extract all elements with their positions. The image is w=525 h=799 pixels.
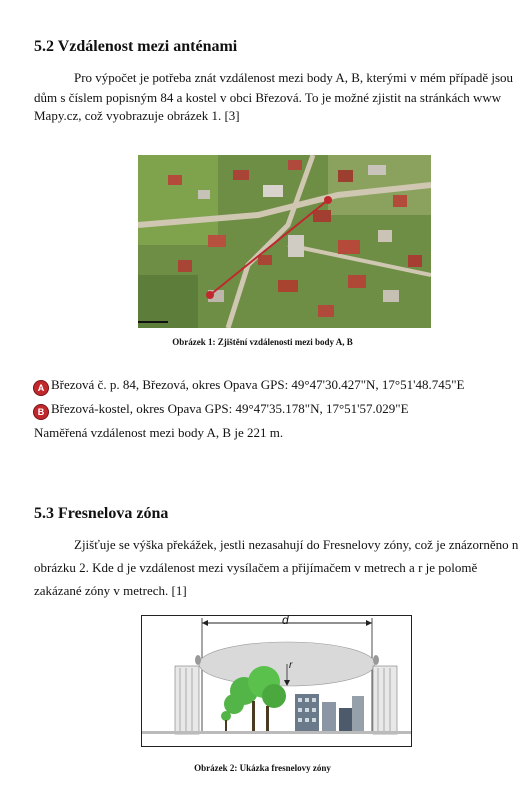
radius-label: r — [289, 660, 293, 671]
marker-a-text: Březová č. p. 84, Březová, okres Opava GPS: 49°47'30.427"N, 17°51'48.745"E — [51, 377, 465, 392]
distance-label: d — [282, 613, 289, 627]
distance-text: Naměřená vzdálenost mezi body A, B je 221 m. — [34, 425, 284, 440]
paragraph-line: dům s číslem popisným 84 a kostel v obci Březová. To je možné zjistit na stránkách www — [34, 90, 502, 105]
marker-b-icon: B — [34, 405, 48, 419]
paragraph-line: Pro výpočet je potřeba znát vzdálenost mezi body A, B, kterými v mém případě jsou — [74, 70, 514, 85]
section-heading: 5.3 Fresnelova zóna — [34, 505, 169, 522]
aerial-map-image — [138, 155, 431, 328]
figure-caption: Obrázek 1: Zjištění vzdálenosti mezi body A, B — [172, 337, 353, 347]
paragraph-line: obrázku 2. Kde d je vzdálenost mezi vysílačem a přijímačem v metrech a r je polomě — [34, 560, 478, 575]
marker-a-icon: A — [34, 381, 48, 395]
fresnel-zone-diagram — [141, 615, 412, 747]
paragraph-line: zakázané zóny v metrech. [1] — [34, 583, 187, 598]
figure-caption: Obrázek 2: Ukázka fresnelovy zóny — [194, 763, 331, 773]
marker-line-a — [34, 375, 464, 395]
section-heading: 5.2 Vzdálenost mezi anténami — [34, 38, 238, 55]
marker-line-b — [34, 399, 409, 419]
paragraph-line: Mapy.cz, což vyobrazuje obrázek 1. [3] — [34, 108, 240, 123]
paragraph-line: Zjišťuje se výška překážek, jestli nezasahují do Fresnelovy zóny, což je znázorněno n — [74, 537, 519, 552]
marker-b-text: Březová-kostel, okres Opava GPS: 49°47'35.178"N, 17°51'57.029"E — [51, 401, 409, 416]
